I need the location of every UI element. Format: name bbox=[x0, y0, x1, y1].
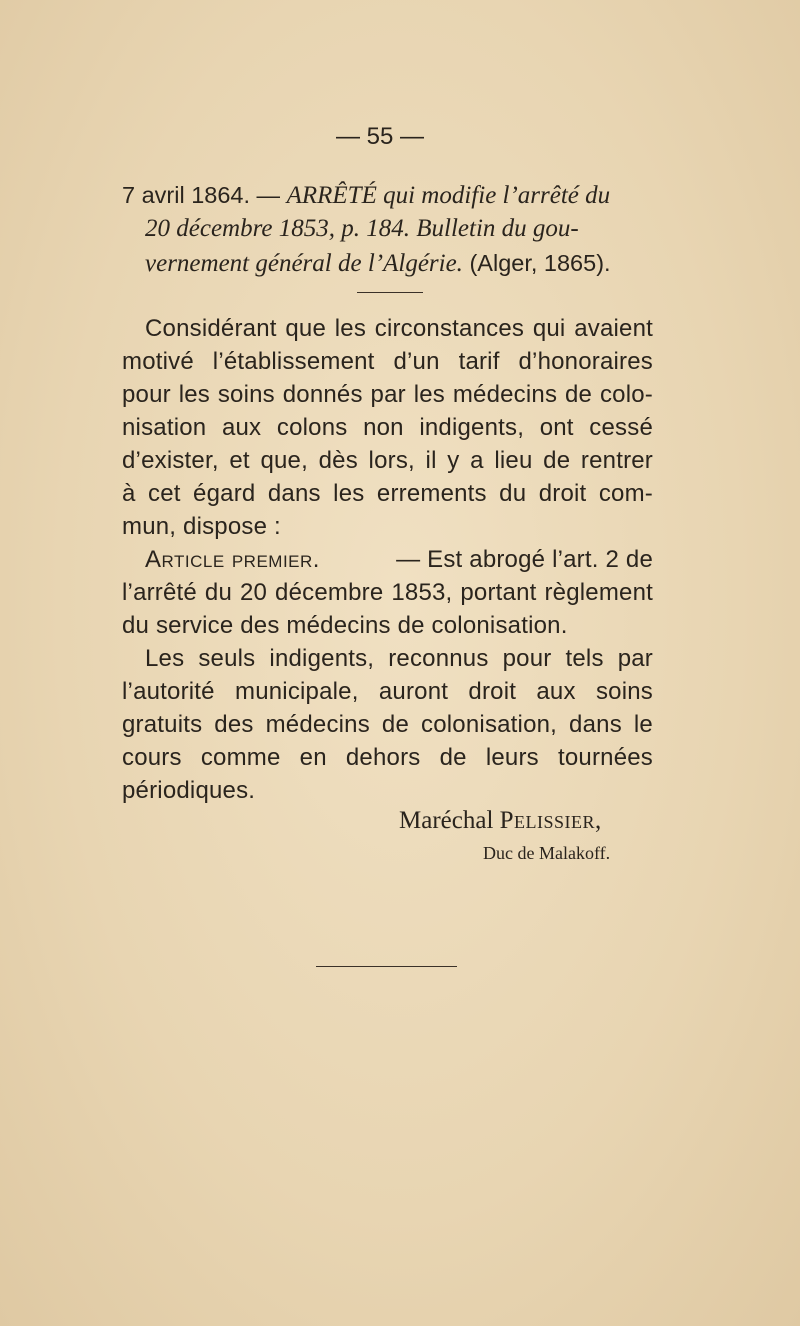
paragraph-2-line-1: Les seuls indigents, reconnus pour tels par bbox=[145, 645, 653, 672]
section-divider bbox=[357, 292, 423, 293]
paragraph-1-line-4: nisation aux colons non indigents, ont cessé bbox=[122, 414, 653, 441]
header-date: 7 avril 1864. — bbox=[122, 182, 281, 208]
signature-subtitle: Duc de Malakoff. bbox=[483, 843, 611, 863]
paragraph-2-line-3: gratuits des médecins de colonisation, dans le bbox=[122, 711, 653, 738]
header-title: ARRÊTÉ qui modifie l’arrêté du bbox=[286, 182, 611, 209]
signature-line bbox=[399, 806, 602, 836]
article-text-start: — Est abrogé l’art. 2 de bbox=[396, 546, 653, 573]
header-source: vernement général de l’Algérie. bbox=[145, 250, 463, 277]
page-number: — 55 — bbox=[335, 123, 425, 150]
paragraph-2-line-4: cours comme en dehors de leurs tournées bbox=[122, 744, 653, 771]
article-line-3: du service des médecins de colonisation. bbox=[122, 612, 568, 639]
header-line-3 bbox=[145, 248, 611, 279]
article-label: Article premier. bbox=[145, 546, 320, 573]
paragraph-1-line-6: à cet égard dans les errements du droit com- bbox=[122, 480, 653, 507]
header-publication: (Alger, 1865). bbox=[469, 250, 611, 276]
header-line-1 bbox=[122, 180, 610, 211]
article-line-2: l’arrêté du 20 décembre 1853, portant règlement bbox=[122, 579, 653, 606]
paragraph-1-line-7: mun, dispose : bbox=[122, 513, 281, 540]
paragraph-1-line-5: d’exister, et que, dès lors, il y a lieu de rentrer bbox=[122, 447, 653, 474]
header-line-2: 20 décembre 1853, p. 184. Bulletin du gou- bbox=[145, 215, 579, 242]
paragraph-1-line-3: pour les soins donnés par les médecins de colo- bbox=[122, 381, 653, 408]
paragraph-1-line-1: Considérant que les circonstances qui avaient bbox=[145, 315, 653, 342]
paragraph-2-line-2: l’autorité municipale, auront droit aux soins bbox=[122, 678, 653, 705]
paragraph-1-line-2: motivé l’établissement d’un tarif d’honoraires bbox=[122, 348, 653, 375]
signature-name: Pelissier, bbox=[499, 807, 602, 834]
article-line-1 bbox=[145, 545, 653, 575]
signature-title: Maréchal bbox=[399, 807, 494, 834]
paragraph-2-line-5: périodiques. bbox=[122, 777, 256, 804]
end-divider bbox=[316, 966, 457, 967]
